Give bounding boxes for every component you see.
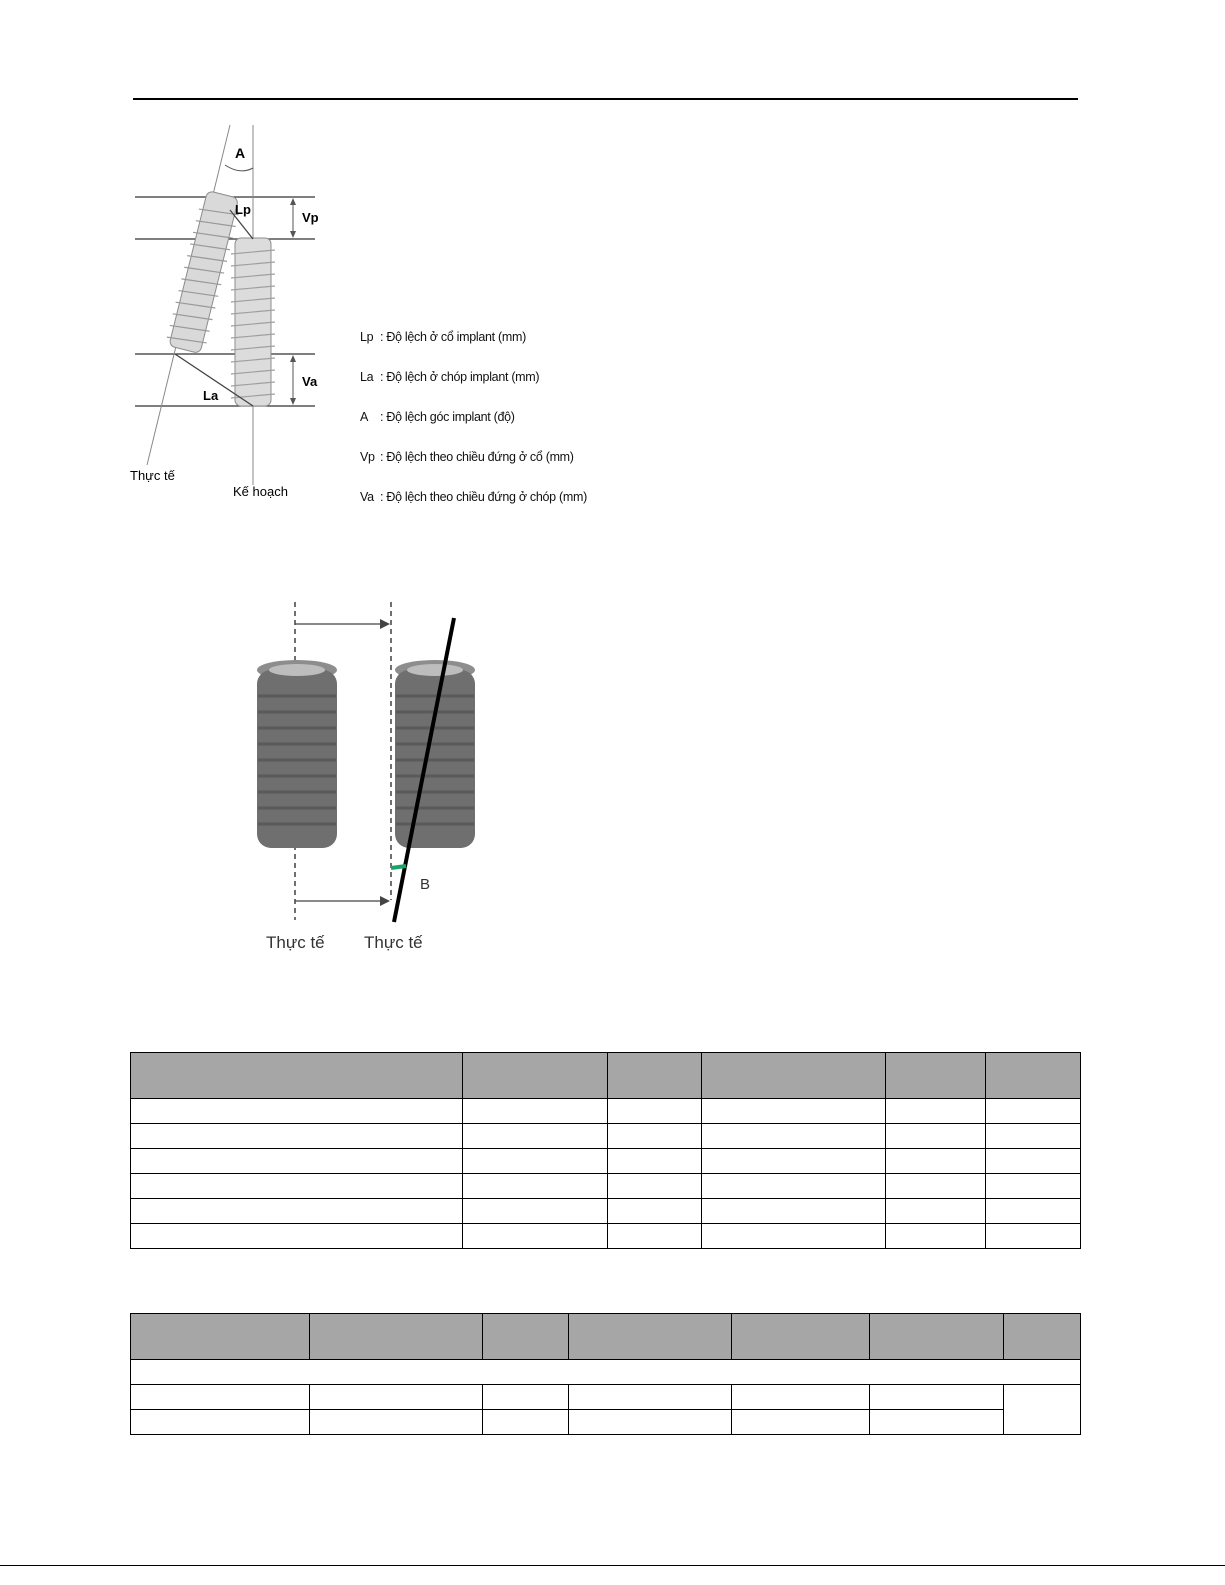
- header-cell: [1004, 1314, 1081, 1360]
- angle-b-label: B: [420, 876, 431, 893]
- table-2: [130, 1313, 1081, 1435]
- footer-rule: [0, 1565, 1225, 1566]
- table-row: [131, 1199, 1081, 1224]
- table-1: [130, 1052, 1081, 1249]
- actual-label: Thực tế: [130, 468, 175, 483]
- table-header-row: [131, 1314, 1081, 1360]
- table-row: [131, 1385, 1081, 1410]
- angle-a-label: A: [235, 145, 246, 161]
- table-header-row: [131, 1053, 1081, 1099]
- header-cell: [568, 1314, 732, 1360]
- legend-term: La: [360, 370, 374, 384]
- legend-item: [360, 370, 539, 384]
- legend-item: [360, 450, 574, 464]
- legend-desc: : Độ lệch ở cổ implant (mm): [380, 330, 526, 344]
- legend-desc: : Độ lệch ở chóp implant (mm): [380, 370, 540, 384]
- table-row: [131, 1224, 1081, 1249]
- legend-item: [360, 330, 526, 344]
- header-cell: [608, 1053, 702, 1099]
- table-row: [131, 1124, 1081, 1149]
- lp-label: Lp: [235, 202, 251, 217]
- legend-term: Va: [360, 490, 374, 504]
- actual-right-label: Thực tế: [364, 933, 423, 952]
- legend-desc: : Độ lệch theo chiều đứng ở chóp (mm): [380, 490, 587, 504]
- header-cell: [986, 1053, 1081, 1099]
- va-label: Va: [302, 374, 318, 389]
- header-cell: [309, 1314, 482, 1360]
- legend-item: [360, 410, 515, 424]
- header-cell: [131, 1314, 310, 1360]
- header-cell: [870, 1314, 1004, 1360]
- legend-desc: : Độ lệch theo chiều đứng ở cổ (mm): [380, 450, 574, 464]
- implant-angle-diagram: [250, 600, 490, 965]
- vp-label: Vp: [302, 210, 319, 225]
- implant-angle-figure: [250, 600, 490, 965]
- legend-term: A: [360, 410, 369, 424]
- actual-left-label: Thực tế: [266, 933, 325, 952]
- planned-label: Kế hoạch: [233, 484, 288, 499]
- legend-desc: : Độ lệch góc implant (độ): [380, 410, 515, 424]
- header-cell: [482, 1314, 568, 1360]
- la-label: La: [203, 388, 219, 403]
- table-row: [131, 1149, 1081, 1174]
- table-row: [131, 1099, 1081, 1124]
- header-cell: [702, 1053, 886, 1099]
- header-cell: [131, 1053, 463, 1099]
- implant-deviation-diagram: [125, 120, 595, 530]
- table-row: [131, 1410, 1081, 1435]
- header-cell: [732, 1314, 870, 1360]
- legend-item: [360, 490, 587, 504]
- table-group-row: [131, 1360, 1081, 1385]
- header-rule: [133, 98, 1078, 100]
- legend-term: Lp: [360, 330, 374, 344]
- implant-deviation-figure: [125, 120, 595, 530]
- header-cell: [886, 1053, 986, 1099]
- legend-term: Vp: [360, 450, 375, 464]
- table-row: [131, 1174, 1081, 1199]
- header-cell: [462, 1053, 608, 1099]
